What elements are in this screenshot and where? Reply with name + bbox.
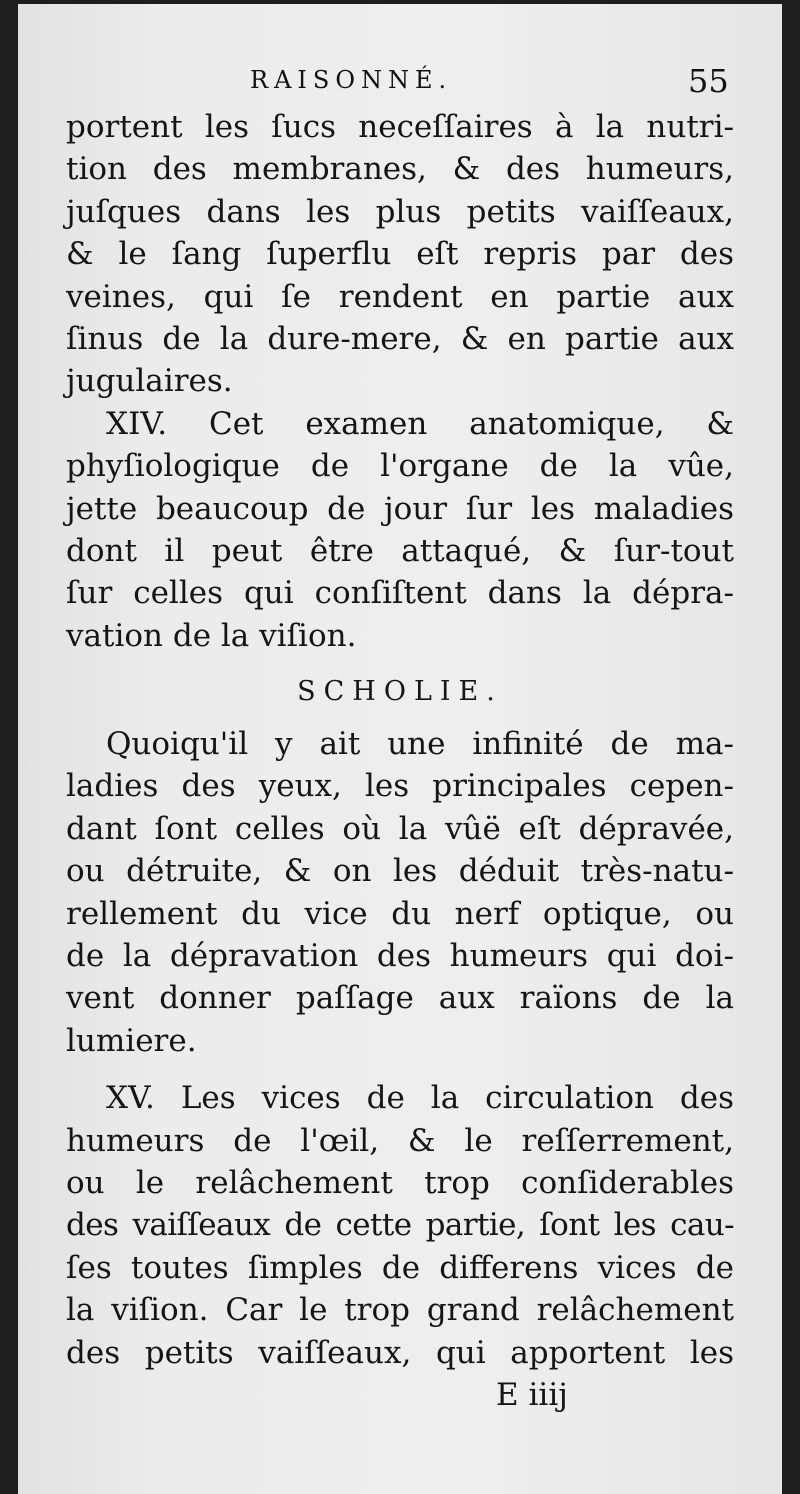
- text-line: ou détruite, & on les déduit très-natu-: [66, 853, 734, 890]
- text-line: portent les ſucs neceſſaires à la nutri-: [66, 109, 734, 145]
- text-line: ſes toutes ſimples de differens vices de: [66, 1249, 734, 1286]
- signature-mark: E iiij: [496, 1376, 568, 1413]
- paragraph-gap: [66, 1062, 734, 1077]
- text-line: jugulaires.: [66, 363, 233, 400]
- running-title: RAISONNÉ.: [250, 66, 453, 94]
- text-line: rellement du vice du nerf optique, ou: [66, 895, 734, 932]
- text-line: des petits vaiſſeaux, qui apportent les: [66, 1334, 734, 1371]
- text-line: veines, qui ſe rendent en partie aux: [66, 278, 734, 315]
- text-line: ſur celles qui conſiſtent dans la dépra-: [66, 575, 734, 612]
- text-line: de la dépravation des humeurs qui doi-: [66, 938, 734, 975]
- page-number: 55: [688, 62, 729, 100]
- page-header: [18, 62, 782, 102]
- text-line: phyſiologique de l'organe de la vûe,: [66, 448, 734, 485]
- text-line: des vaiſſeaux de cette partie, ſont les cau-: [66, 1207, 734, 1244]
- text-line: lumiere.: [66, 1022, 197, 1059]
- text-line: vation de la viſion.: [66, 617, 357, 654]
- text-line: juſques dans les plus petits vaiſſeaux,: [66, 193, 734, 230]
- paragraph-xv: [66, 1077, 734, 1374]
- text-line: XIV. Cet examen anatomique, &: [106, 405, 734, 442]
- text-line: ſinus de la dure-mere, & en partie aux: [66, 320, 734, 357]
- text-line: la viſion. Car le trop grand relâchement: [66, 1292, 734, 1329]
- text-line: ou le relâchement trop conſiderables: [66, 1164, 734, 1201]
- text-line: vent donner paſſage aux raïons de la: [66, 980, 734, 1017]
- text-line: & le ſang ſuperflu eſt repris par des: [66, 236, 734, 273]
- text-line: ladies des yeux, les principales cepen-: [66, 768, 734, 805]
- paragraph-continuation: [66, 106, 734, 403]
- page-text: [66, 106, 734, 1416]
- text-line: humeurs de l'œil, & le reſſerrement,: [66, 1122, 734, 1159]
- book-page: [18, 4, 782, 1494]
- text-line: Quoiqu'il y ait une infinité de ma-: [106, 726, 734, 763]
- section-heading: SCHOLIE.: [297, 676, 503, 708]
- paragraph-xiv: [66, 403, 734, 657]
- text-line: tion des membranes, & des humeurs,: [66, 151, 734, 188]
- text-line: dont il peut être attaqué, & ſur-tout: [66, 532, 734, 569]
- text-line: XV. Les vices de la circulation des: [106, 1080, 734, 1117]
- paragraph-scholie: [66, 723, 734, 1062]
- text-line: jette beaucoup de jour ſur les maladies: [66, 490, 734, 527]
- text-line: dant ſont celles où la vûë eſt dépravée,: [66, 810, 734, 847]
